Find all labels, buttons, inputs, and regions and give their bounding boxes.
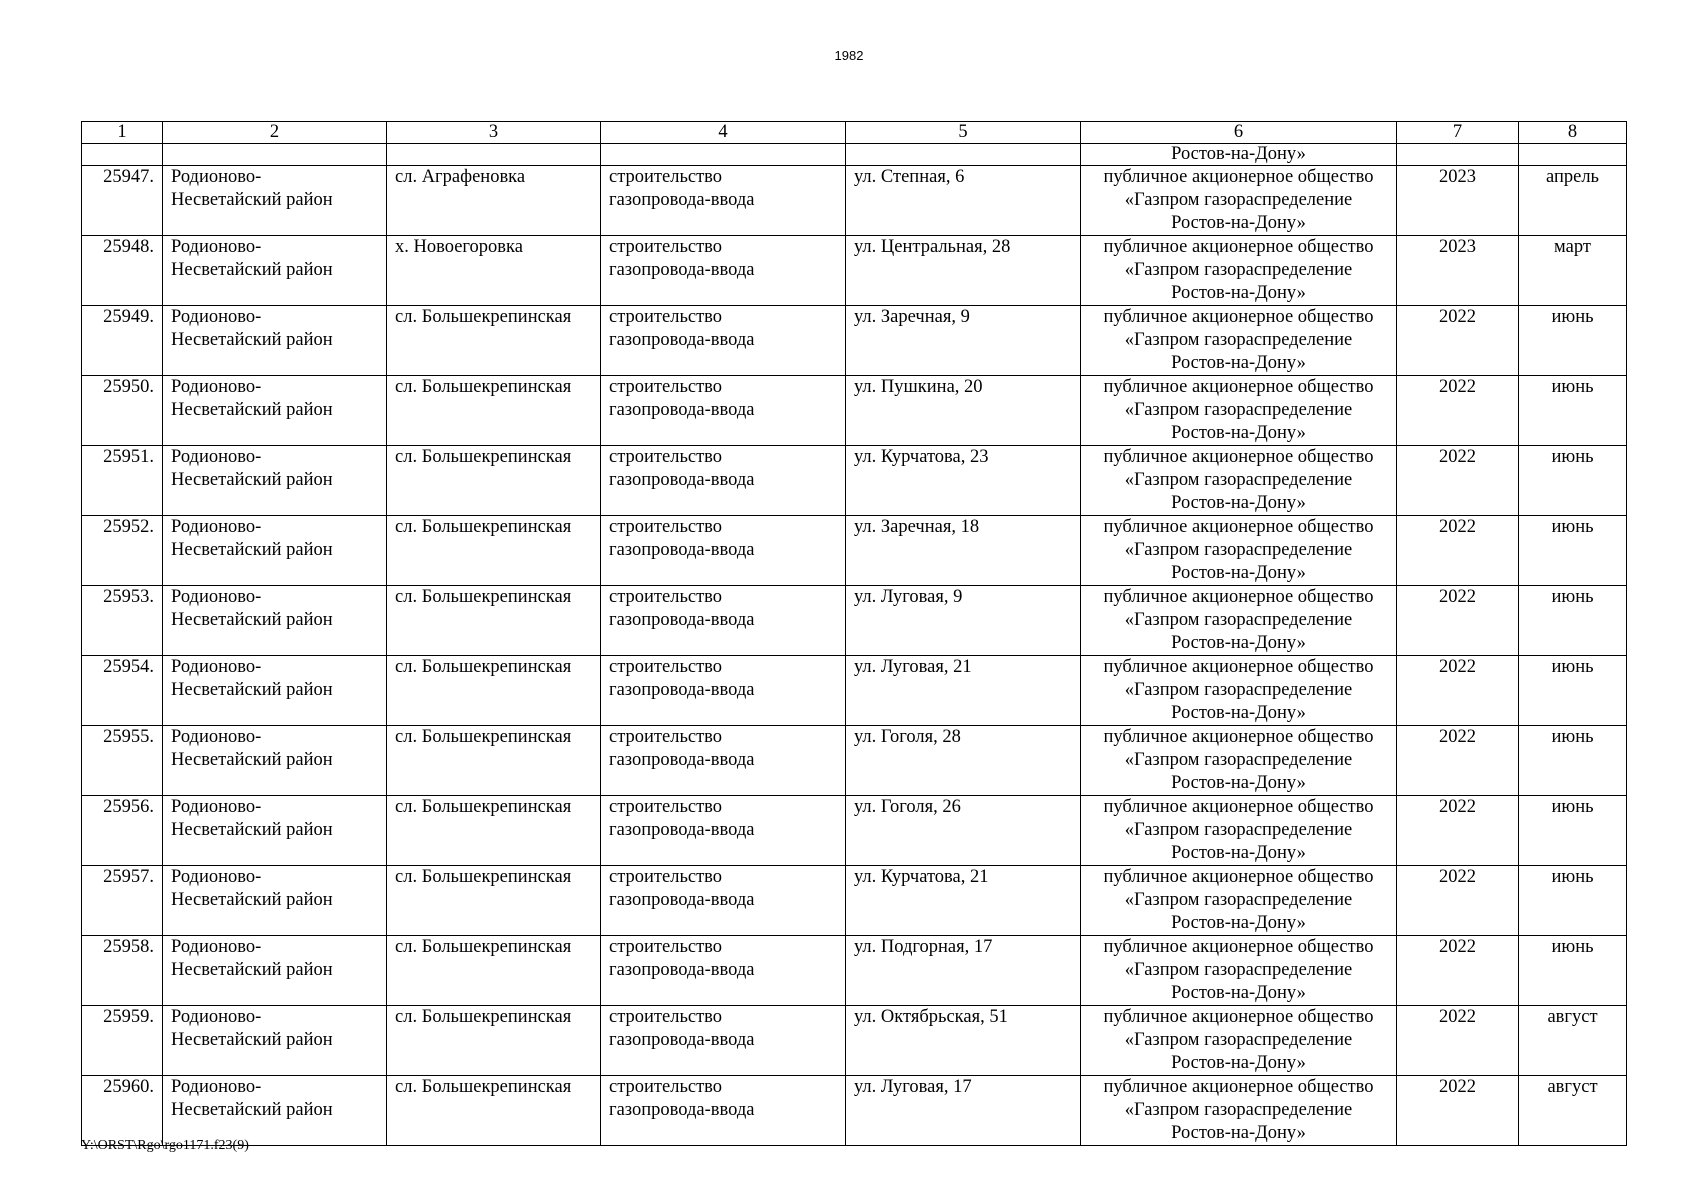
owner-line: Ростов-на-Дону» — [1171, 213, 1306, 233]
district-line: Родионово- — [171, 867, 262, 887]
table-cell — [1519, 144, 1627, 166]
owner-line: «Газпром газораспределение — [1124, 1030, 1353, 1050]
table-row — [82, 866, 1627, 936]
address-cell: ул. Октябрьская, 51 — [846, 1006, 1081, 1076]
address-cell: ул. Подгорная, 17 — [846, 936, 1081, 1006]
owner-line: публичное акционерное общество — [1103, 937, 1374, 957]
district-line: Родионово- — [171, 587, 262, 607]
address-cell: ул. Заречная, 9 — [846, 306, 1081, 376]
work-type-line: строительство — [609, 587, 723, 607]
district-cell — [163, 796, 387, 866]
table-row — [82, 166, 1627, 236]
work-type-line: строительство — [609, 377, 723, 397]
district-line: Несветайский район — [171, 260, 333, 280]
owner-line: публичное акционерное общество — [1103, 797, 1374, 817]
district-cell — [163, 166, 387, 236]
settlement-cell: сл. Большекрепинская — [387, 656, 601, 726]
owner-line: «Газпром газораспределение — [1124, 820, 1353, 840]
district-cell — [163, 236, 387, 306]
year-cell: 2023 — [1397, 166, 1519, 236]
district-cell — [163, 376, 387, 446]
year-cell: 2022 — [1397, 516, 1519, 586]
work-type-line: строительство — [609, 797, 723, 817]
owner-line: «Газпром газораспределение — [1124, 260, 1353, 280]
work-type-line: строительство — [609, 237, 723, 257]
row-number-cell: 25950. — [82, 376, 163, 446]
continuation-row — [82, 144, 1627, 166]
row-number-cell: 25953. — [82, 586, 163, 656]
address-cell: ул. Курчатова, 23 — [846, 446, 1081, 516]
year-cell: 2022 — [1397, 306, 1519, 376]
year-cell: 2022 — [1397, 726, 1519, 796]
year-cell: 2022 — [1397, 866, 1519, 936]
district-line: Родионово- — [171, 167, 262, 187]
work-type-line: строительство — [609, 307, 723, 327]
work-type-cell — [601, 1076, 846, 1146]
district-line: Родионово- — [171, 517, 262, 537]
column-number-cell: 6 — [1081, 122, 1397, 144]
work-type-line: строительство — [609, 517, 723, 537]
owner-cell — [1081, 936, 1397, 1006]
registry-table — [81, 121, 1627, 1146]
district-cell — [163, 446, 387, 516]
work-type-cell — [601, 726, 846, 796]
district-cell — [163, 516, 387, 586]
settlement-cell: сл. Большекрепинская — [387, 936, 601, 1006]
owner-cell — [1081, 306, 1397, 376]
month-cell: июнь — [1519, 516, 1627, 586]
owner-line: «Газпром газораспределение — [1124, 1100, 1353, 1120]
work-type-line: строительство — [609, 937, 723, 957]
district-line: Родионово- — [171, 1077, 262, 1097]
district-line: Несветайский район — [171, 820, 333, 840]
work-type-line: строительство — [609, 1007, 723, 1027]
column-number-cell: 5 — [846, 122, 1081, 144]
month-cell: июнь — [1519, 306, 1627, 376]
address-cell: ул. Степная, 6 — [846, 166, 1081, 236]
district-cell — [163, 936, 387, 1006]
owner-cell — [1081, 656, 1397, 726]
owner-cell — [1081, 726, 1397, 796]
address-cell: ул. Пушкина, 20 — [846, 376, 1081, 446]
owner-line: Ростов-на-Дону» — [1171, 983, 1306, 1003]
owner-line: Ростов-на-Дону» — [1171, 1053, 1306, 1073]
district-line: Несветайский район — [171, 610, 333, 630]
table-row — [82, 656, 1627, 726]
table-row — [82, 936, 1627, 1006]
settlement-cell: сл. Большекрепинская — [387, 1006, 601, 1076]
year-cell: 2022 — [1397, 1006, 1519, 1076]
settlement-cell: сл. Аграфеновка — [387, 166, 601, 236]
work-type-cell — [601, 656, 846, 726]
address-cell: ул. Гоголя, 26 — [846, 796, 1081, 866]
table-row — [82, 446, 1627, 516]
owner-cell — [1081, 586, 1397, 656]
work-type-cell — [601, 166, 846, 236]
row-number-cell: 25957. — [82, 866, 163, 936]
owner-cell — [1081, 446, 1397, 516]
work-type-line: газопровода-ввода — [609, 1030, 755, 1050]
settlement-cell: сл. Большекрепинская — [387, 1076, 601, 1146]
row-number-cell: 25959. — [82, 1006, 163, 1076]
column-number-row — [82, 122, 1627, 144]
work-type-cell — [601, 236, 846, 306]
owner-line: Ростов-на-Дону» — [1171, 283, 1306, 303]
row-number-cell: 25958. — [82, 936, 163, 1006]
table-row — [82, 1006, 1627, 1076]
owner-line: публичное акционерное общество — [1103, 377, 1374, 397]
table-body — [82, 122, 1627, 1146]
row-number-cell: 25960. — [82, 1076, 163, 1146]
district-line: Родионово- — [171, 657, 262, 677]
work-type-line: газопровода-ввода — [609, 190, 755, 210]
work-type-line: газопровода-ввода — [609, 680, 755, 700]
work-type-line: газопровода-ввода — [609, 960, 755, 980]
year-cell: 2022 — [1397, 446, 1519, 516]
month-cell: август — [1519, 1006, 1627, 1076]
column-number-cell: 8 — [1519, 122, 1627, 144]
owner-line: публичное акционерное общество — [1103, 1077, 1374, 1097]
owner-cell — [1081, 796, 1397, 866]
district-cell — [163, 1076, 387, 1146]
district-cell — [163, 586, 387, 656]
district-line: Родионово- — [171, 447, 262, 467]
district-line: Несветайский район — [171, 960, 333, 980]
row-number-cell: 25952. — [82, 516, 163, 586]
owner-line: Ростов-на-Дону» — [1171, 843, 1306, 863]
work-type-line: газопровода-ввода — [609, 400, 755, 420]
address-cell: ул. Луговая, 21 — [846, 656, 1081, 726]
column-number-cell: 4 — [601, 122, 846, 144]
table-cell — [1397, 144, 1519, 166]
owner-line: публичное акционерное общество — [1103, 167, 1374, 187]
owner-line: «Газпром газораспределение — [1124, 750, 1353, 770]
table-row — [82, 376, 1627, 446]
settlement-cell: сл. Большекрепинская — [387, 516, 601, 586]
owner-line: «Газпром газораспределение — [1124, 400, 1353, 420]
owner-line: «Газпром газораспределение — [1124, 960, 1353, 980]
work-type-line: строительство — [609, 657, 723, 677]
address-cell: ул. Луговая, 9 — [846, 586, 1081, 656]
month-cell: июнь — [1519, 796, 1627, 866]
district-cell — [163, 1006, 387, 1076]
district-line: Несветайский район — [171, 1030, 333, 1050]
month-cell: август — [1519, 1076, 1627, 1146]
work-type-line: газопровода-ввода — [609, 470, 755, 490]
row-number-cell: 25948. — [82, 236, 163, 306]
table-row — [82, 726, 1627, 796]
column-number-cell: 7 — [1397, 122, 1519, 144]
table-row — [82, 1076, 1627, 1146]
table-cell — [163, 144, 387, 166]
owner-line: Ростов-на-Дону» — [1171, 633, 1306, 653]
district-line: Несветайский район — [171, 680, 333, 700]
row-number-cell: 25947. — [82, 166, 163, 236]
owner-cell — [1081, 1006, 1397, 1076]
district-cell — [163, 726, 387, 796]
owner-line: «Газпром газораспределение — [1124, 470, 1353, 490]
month-cell: апрель — [1519, 166, 1627, 236]
owner-line: публичное акционерное общество — [1103, 237, 1374, 257]
month-cell: июнь — [1519, 446, 1627, 516]
owner-line: «Газпром газораспределение — [1124, 330, 1353, 350]
year-cell: 2022 — [1397, 1076, 1519, 1146]
district-line: Родионово- — [171, 1007, 262, 1027]
work-type-line: газопровода-ввода — [609, 610, 755, 630]
column-number-cell: 3 — [387, 122, 601, 144]
settlement-cell: сл. Большекрепинская — [387, 866, 601, 936]
work-type-cell — [601, 936, 846, 1006]
work-type-line: газопровода-ввода — [609, 890, 755, 910]
owner-line: Ростов-на-Дону» — [1171, 423, 1306, 443]
work-type-cell — [601, 376, 846, 446]
settlement-cell: сл. Большекрепинская — [387, 376, 601, 446]
page-number: 1982 — [834, 48, 864, 63]
district-line: Родионово- — [171, 377, 262, 397]
work-type-cell — [601, 796, 846, 866]
owner-line: Ростов-на-Дону» — [1171, 703, 1306, 723]
owner-line: публичное акционерное общество — [1103, 867, 1374, 887]
settlement-cell: сл. Большекрепинская — [387, 306, 601, 376]
district-line: Родионово- — [171, 797, 262, 817]
table-row — [82, 796, 1627, 866]
district-cell — [163, 656, 387, 726]
address-cell: ул. Гоголя, 28 — [846, 726, 1081, 796]
owner-line: публичное акционерное общество — [1103, 447, 1374, 467]
owner-line: публичное акционерное общество — [1103, 517, 1374, 537]
district-line: Несветайский район — [171, 750, 333, 770]
owner-line: Ростов-на-Дону» — [1171, 1123, 1306, 1143]
settlement-cell: сл. Большекрепинская — [387, 446, 601, 516]
settlement-cell: сл. Большекрепинская — [387, 726, 601, 796]
work-type-cell — [601, 306, 846, 376]
district-cell — [163, 866, 387, 936]
district-cell — [163, 306, 387, 376]
work-type-cell — [601, 1006, 846, 1076]
owner-line: публичное акционерное общество — [1103, 1007, 1374, 1027]
work-type-cell — [601, 866, 846, 936]
owner-line: публичное акционерное общество — [1103, 587, 1374, 607]
work-type-line: строительство — [609, 867, 723, 887]
owner-line: Ростов-на-Дону» — [1171, 913, 1306, 933]
owner-cell: Ростов-на-Дону» — [1081, 144, 1397, 166]
row-number-cell: 25949. — [82, 306, 163, 376]
work-type-line: строительство — [609, 447, 723, 467]
district-line: Родионово- — [171, 237, 262, 257]
work-type-line: строительство — [609, 727, 723, 747]
district-line: Родионово- — [171, 727, 262, 747]
month-cell: июнь — [1519, 936, 1627, 1006]
month-cell: июнь — [1519, 586, 1627, 656]
owner-line: «Газпром газораспределение — [1124, 890, 1353, 910]
work-type-line: строительство — [609, 1077, 723, 1097]
district-line: Несветайский район — [171, 890, 333, 910]
owner-cell — [1081, 236, 1397, 306]
table-row — [82, 306, 1627, 376]
work-type-cell — [601, 446, 846, 516]
owner-line: Ростов-на-Дону» — [1171, 563, 1306, 583]
row-number-cell: 25954. — [82, 656, 163, 726]
month-cell: июнь — [1519, 656, 1627, 726]
work-type-line: газопровода-ввода — [609, 750, 755, 770]
owner-cell — [1081, 1076, 1397, 1146]
row-number-cell: 25951. — [82, 446, 163, 516]
month-cell: июнь — [1519, 726, 1627, 796]
row-number-cell: 25956. — [82, 796, 163, 866]
owner-line: Ростов-на-Дону» — [1171, 353, 1306, 373]
month-cell: июнь — [1519, 376, 1627, 446]
owner-line: Ростов-на-Дону» — [1171, 773, 1306, 793]
address-cell: ул. Центральная, 28 — [846, 236, 1081, 306]
year-cell: 2022 — [1397, 936, 1519, 1006]
district-line: Родионово- — [171, 937, 262, 957]
year-cell: 2022 — [1397, 796, 1519, 866]
district-line: Несветайский район — [171, 470, 333, 490]
owner-cell — [1081, 376, 1397, 446]
work-type-line: газопровода-ввода — [609, 260, 755, 280]
table-cell — [846, 144, 1081, 166]
work-type-line: газопровода-ввода — [609, 1100, 755, 1120]
owner-line: «Газпром газораспределение — [1124, 610, 1353, 630]
month-cell: март — [1519, 236, 1627, 306]
address-cell: ул. Луговая, 17 — [846, 1076, 1081, 1146]
settlement-cell: х. Новоегоровка — [387, 236, 601, 306]
settlement-cell: сл. Большекрепинская — [387, 796, 601, 866]
district-line: Несветайский район — [171, 400, 333, 420]
settlement-cell: сл. Большекрепинская — [387, 586, 601, 656]
table-cell — [387, 144, 601, 166]
owner-cell — [1081, 866, 1397, 936]
work-type-line: строительство — [609, 167, 723, 187]
work-type-cell — [601, 586, 846, 656]
year-cell: 2023 — [1397, 236, 1519, 306]
owner-line: «Газпром газораспределение — [1124, 540, 1353, 560]
work-type-cell — [601, 516, 846, 586]
district-line: Несветайский район — [171, 330, 333, 350]
address-cell: ул. Заречная, 18 — [846, 516, 1081, 586]
footer-file-path: Y:\ORST\Rgo\rgo1171.f23(9) — [81, 1138, 249, 1153]
district-line: Несветайский район — [171, 1100, 333, 1120]
work-type-line: газопровода-ввода — [609, 820, 755, 840]
year-cell: 2022 — [1397, 656, 1519, 726]
owner-line: публичное акционерное общество — [1103, 727, 1374, 747]
column-number-cell: 2 — [163, 122, 387, 144]
address-cell: ул. Курчатова, 21 — [846, 866, 1081, 936]
row-number-cell: 25955. — [82, 726, 163, 796]
work-type-line: газопровода-ввода — [609, 540, 755, 560]
owner-line: публичное акционерное общество — [1103, 657, 1374, 677]
table-row — [82, 586, 1627, 656]
district-line: Родионово- — [171, 307, 262, 327]
month-cell: июнь — [1519, 866, 1627, 936]
work-type-line: газопровода-ввода — [609, 330, 755, 350]
owner-line: публичное акционерное общество — [1103, 307, 1374, 327]
owner-cell — [1081, 516, 1397, 586]
owner-cell — [1081, 166, 1397, 236]
year-cell: 2022 — [1397, 586, 1519, 656]
owner-line: «Газпром газораспределение — [1124, 190, 1353, 210]
table-cell — [601, 144, 846, 166]
table-row — [82, 236, 1627, 306]
owner-line: «Газпром газораспределение — [1124, 680, 1353, 700]
column-number-cell: 1 — [82, 122, 163, 144]
district-line: Несветайский район — [171, 190, 333, 210]
table-cell — [82, 144, 163, 166]
district-line: Несветайский район — [171, 540, 333, 560]
year-cell: 2022 — [1397, 376, 1519, 446]
table-row — [82, 516, 1627, 586]
owner-line: Ростов-на-Дону» — [1171, 493, 1306, 513]
